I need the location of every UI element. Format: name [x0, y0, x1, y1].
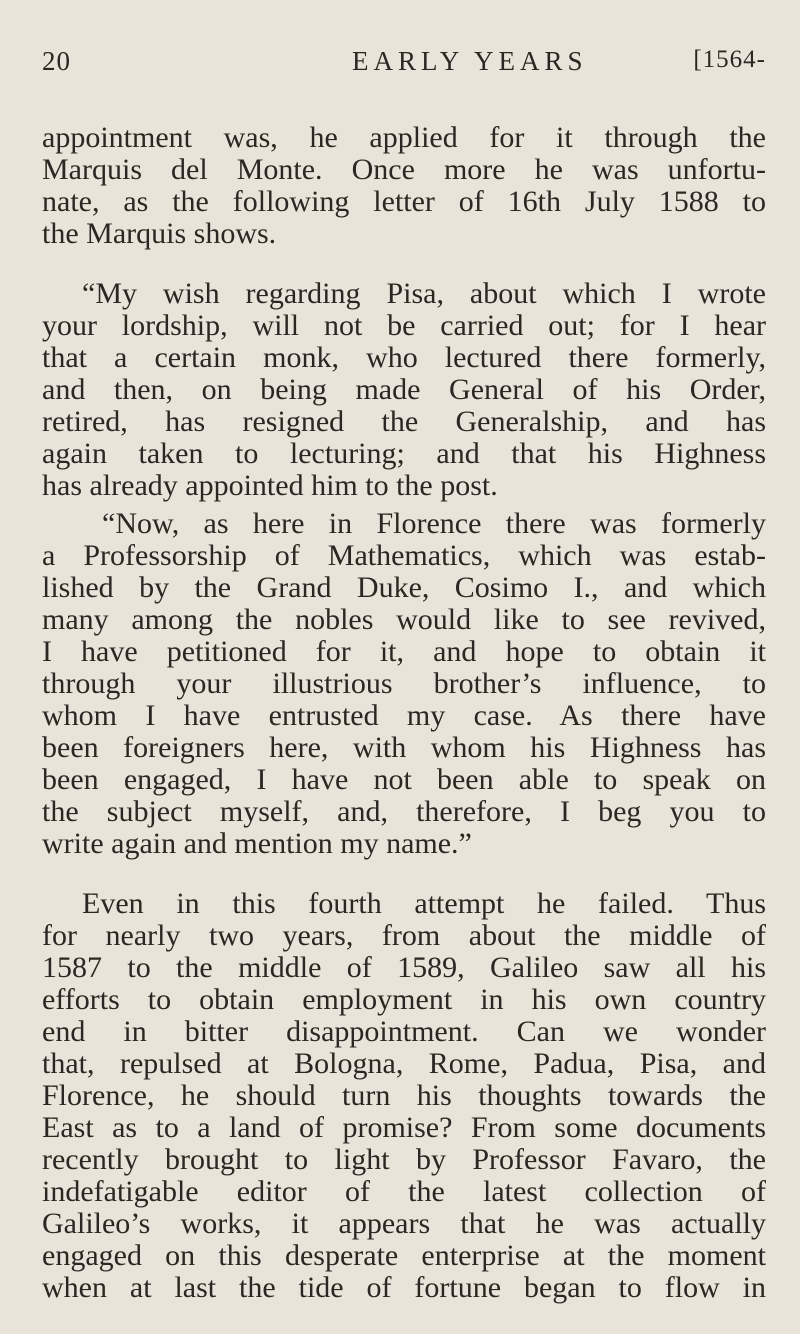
- text-line: that, repulsed at Bologna, Rome, Padua, Pisa, and: [42, 1047, 766, 1080]
- text-line: for nearly two years, from about the middle of: [42, 919, 766, 952]
- text-line: your lordship, will not be carried out; for I hear: [42, 309, 766, 342]
- text-line: “Now, as here in Florence there was formerly: [102, 507, 766, 540]
- text-line: efforts to obtain employment in his own country: [42, 983, 766, 1016]
- text-line: the subject myself, and, therefore, I beg you to: [42, 795, 766, 828]
- chapter-title: EARLY YEARS: [352, 46, 588, 76]
- text-line: again taken to lecturing; and that his Highness: [42, 437, 766, 470]
- text-line: Marquis del Monte. Once more he was unfortu-: [42, 153, 766, 186]
- text-line: been foreigners here, with whom his Highness has: [42, 731, 766, 764]
- text-line: engaged on this desperate enterprise at the moment: [42, 1239, 766, 1272]
- text-line: that a certain monk, who lectured there formerly,: [42, 341, 766, 374]
- date-range: [1564-: [693, 46, 766, 73]
- text-line: been engaged, I have not been able to speak on: [42, 763, 766, 796]
- text-line: I have petitioned for it, and hope to obtain it: [42, 635, 766, 668]
- text-line: appointment was, he applied for it through the: [42, 121, 766, 154]
- text-line: the Marquis shows.: [42, 217, 277, 250]
- text-line: a Professorship of Mathematics, which was estab-: [42, 539, 766, 572]
- text-line: indefatigable editor of the latest collection of: [42, 1175, 766, 1208]
- text-line: whom I have entrusted my case. As there have: [42, 699, 766, 732]
- running-head: [42, 46, 766, 86]
- paragraph-1: [42, 122, 766, 250]
- text-line: “My wish regarding Pisa, about which I wrote: [82, 277, 766, 310]
- text-line: Galileo’s works, it appears that he was actually: [42, 1207, 766, 1240]
- quoted-letter-part-1: [42, 278, 766, 502]
- paragraph-2: [42, 888, 766, 1304]
- text-line: 1587 to the middle of 1589, Galileo saw all his: [42, 951, 766, 984]
- text-line: nate, as the following letter of 16th July 1588 to: [42, 185, 766, 218]
- text-line: retired, has resigned the Generalship, and has: [42, 405, 766, 438]
- body-text: [42, 122, 766, 1304]
- text-line: end in bitter disappointment. Can we wonder: [42, 1015, 766, 1048]
- text-line: when at last the tide of fortune began to flow in: [42, 1271, 766, 1304]
- text-line: lished by the Grand Duke, Cosimo I., and which: [42, 571, 766, 604]
- text-line: and then, on being made General of his Order,: [42, 373, 766, 406]
- text-line: write again and mention my name.”: [42, 827, 472, 860]
- text-line: Even in this fourth attempt he failed. Thus: [82, 887, 766, 920]
- page-number: 20: [42, 46, 71, 76]
- text-line: Florence, he should turn his thoughts towards the: [42, 1079, 766, 1112]
- quoted-letter-part-2: [42, 508, 766, 860]
- text-line: many among the nobles would like to see revived,: [42, 603, 766, 636]
- text-line: recently brought to light by Professor Favaro, the: [42, 1143, 766, 1176]
- text-line: has already appointed him to the post.: [42, 469, 498, 502]
- text-line: through your illustrious brother’s influence, to: [42, 667, 766, 700]
- text-line: East as to a land of promise? From some documents: [42, 1111, 766, 1144]
